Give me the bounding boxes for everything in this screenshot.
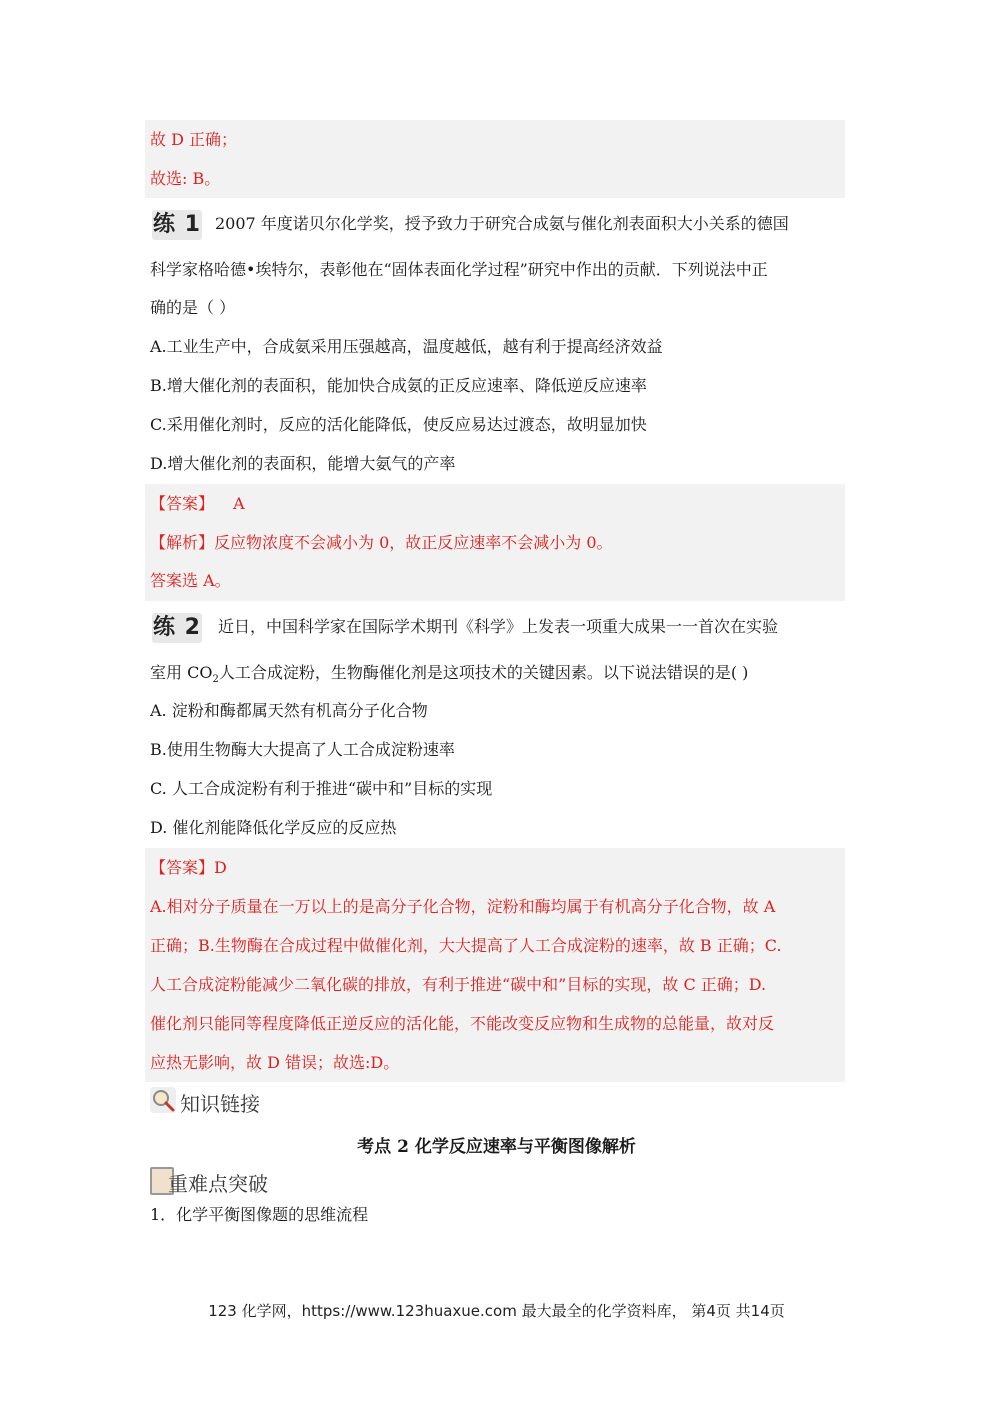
page-footer: 123 化学网，https://www.123huaxue.com 最大最全的化学资料库， 第4页 共14页	[208, 1302, 785, 1320]
q1-stem-line-1: 2007 年度诺贝尔化学奖，授予致力于研究合成氨与催化剂表面积大小关系的德国	[215, 214, 789, 233]
q2-answer	[150, 858, 227, 878]
q2-answer-label: 【答案】	[150, 858, 215, 877]
magnifier-icon	[150, 1087, 176, 1113]
top-answer-line-2: 故选: B。	[150, 169, 221, 188]
q1-analysis-label: 【解析】	[150, 533, 215, 552]
q1-answer	[150, 494, 245, 514]
q2-option-a: A. 淀粉和酶都属天然有机高分子化合物	[150, 701, 428, 720]
q1-answer-label: 【答案】	[150, 494, 215, 513]
q2-answer-value: D	[214, 858, 227, 877]
q2-analysis-line-3: 人工合成淀粉能减少二氧化碳的排放，有利于推进“碳中和”目标的实现，故 C 正确；D.	[150, 975, 767, 994]
q2-stem-line-2-pre: 室用 CO	[150, 663, 213, 682]
q1-option-c: C.采用催化剂时，反应的活化能降低，使反应易达过渡态，故明显加快	[150, 415, 647, 434]
q2-stem-line-2-sub: 2	[212, 674, 219, 686]
q1-option-b: B.增大催化剂的表面积，能加快合成氨的正反应速率、降低逆反应速率	[150, 376, 647, 395]
q1-analysis-text: 反应物浓度不会减小为 0，故正反应速率不会减小为 0。	[214, 533, 613, 552]
q2-option-c: C. 人工合成淀粉有利于推进“碳中和”目标的实现	[150, 779, 493, 798]
q1-option-d: D.增大催化剂的表面积，能增大氨气的产率	[150, 454, 456, 473]
q1-answer-value: A	[233, 494, 245, 513]
q2-option-b: B.使用生物酶大大提高了人工合成淀粉速率	[150, 740, 455, 759]
q2-stem-line-2-post: 人工合成淀粉，生物酶催化剂是这项技术的关键因素。以下说法错误的是( )	[218, 663, 749, 682]
q2-analysis-line-5: 应热无影响，故 D 错误；故选:D。	[150, 1053, 400, 1072]
breakthrough-title: 重难点突破	[168, 1172, 268, 1196]
q2-stem-line-1: 近日，中国科学家在国际学术期刊《科学》上发表一项重大成果一一首次在实验	[218, 617, 779, 636]
top-answer-line-1: 故 D 正确；	[150, 130, 238, 149]
q1-option-a: A.工业生产中，合成氨采用压强越高，温度越低，越有利于提高经济效益	[150, 337, 663, 356]
q2-answer-block	[145, 848, 845, 1082]
top-answer-block	[145, 120, 845, 198]
item-1: 1．化学平衡图像题的思维流程	[150, 1205, 369, 1224]
q2-analysis-line-2: 正确；B.生物酶在合成过程中做催化剂，大大提高了人工合成淀粉的速率，故 B 正确；C.	[150, 936, 782, 955]
q2-badge: 练 2	[152, 613, 202, 643]
q1-analysis	[150, 533, 613, 553]
q2-option-d: D. 催化剂能降低化学反应的反应热	[150, 818, 397, 837]
q1-stem-line-3: 确的是（ ）	[150, 298, 236, 317]
q1-final-answer: 答案选 A。	[150, 571, 231, 590]
q1-stem-line-2: 科学家格哈德•埃特尔，表彰他在“固体表面化学过程”研究中作出的贡献．下列说法中正	[150, 260, 768, 279]
q2-stem-line-2	[150, 663, 748, 690]
q2-analysis-line-1: A.相对分子质量在一万以上的是高分子化合物，淀粉和酶均属于有机高分子化合物，故 A	[150, 897, 776, 916]
q2-analysis-line-4: 催化剂只能同等程度降低正逆反应的活化能，不能改变反应物和生成物的总能量，故对反	[150, 1014, 775, 1033]
section-title: 考点 2 化学反应速率与平衡图像解析	[357, 1137, 636, 1157]
q1-badge: 练 1	[152, 210, 202, 240]
knowledge-link-title: 知识链接	[180, 1092, 260, 1116]
